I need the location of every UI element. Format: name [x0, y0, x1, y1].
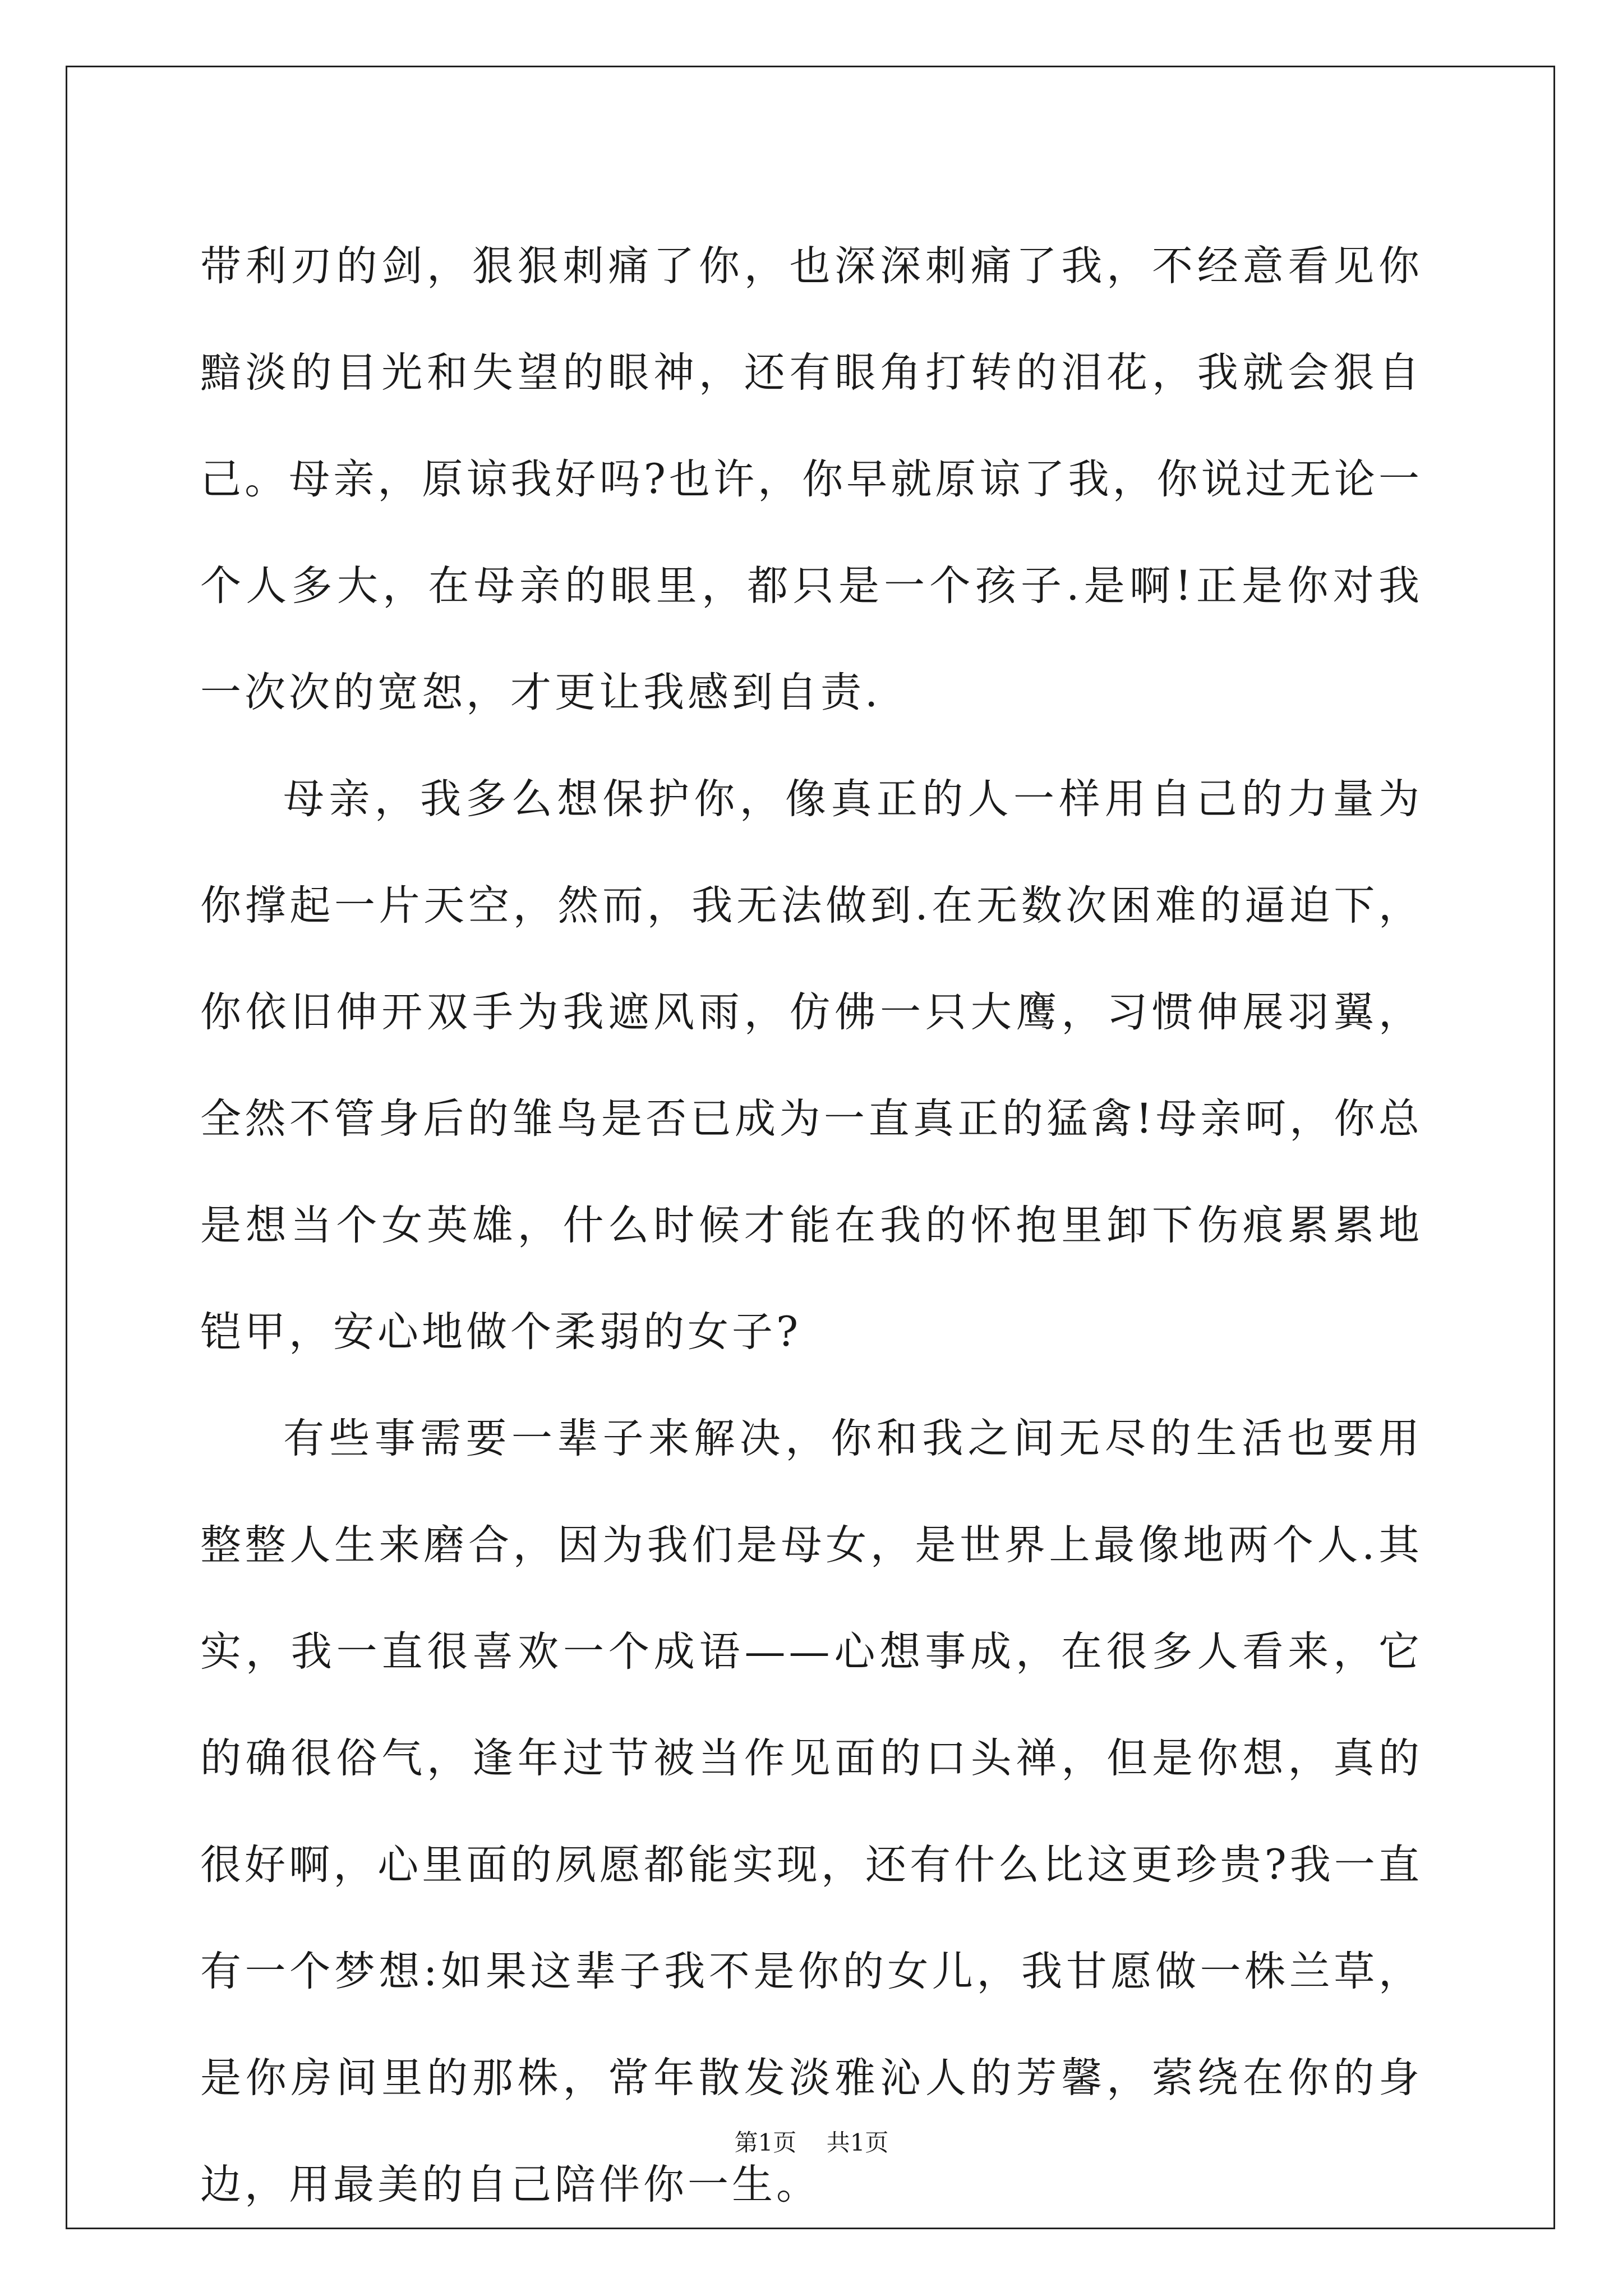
- page-footer: [0, 2126, 1623, 2160]
- paragraph-1: 带利刃的剑，狠狠刺痛了你，也深深刺痛了我，不经意看见你黯淡的目光和失望的眼神，还有眼角打转的泪花，我就会狠自己。母亲，原谅我好吗?也许，你早就原谅了我，你说过无论一个人多大，在母亲的眼里，都只是一个孩子.是啊!正是你对我一次次的宽恕，才更让我感到自责.: [200, 242, 1423, 716]
- page-number: 第1页: [734, 2129, 797, 2156]
- document-body: [200, 213, 1423, 2238]
- paragraph-3: 有些事需要一辈子来解决，你和我之间无尽的生活也要用整整人生来磨合，因为我们是母女，是世界上最像地两个人.其实，我一直很喜欢一个成语——心想事成，在很多人看来，它的确很俗气，逢年过节被当作见面的口头禅，但是你想，真的很好啊，心里面的夙愿都能实现，还有什么比这更珍贵?我一直有一个梦想:如果这辈子我不是你的女儿，我甘愿做一株兰草，是你房间里的那株，常年散发淡雅沁人的芳馨，萦绕在你的身边，用最美的自己陪伴你一生。: [200, 1415, 1423, 2208]
- paragraph-2: 母亲，我多么想保护你，像真正的人一样用自己的力量为你撑起一片天空，然而，我无法做到.在无数次困难的逼迫下，你依旧伸开双手为我遮风雨，仿佛一只大鹰，习惯伸展羽翼，全然不管身后的雏鸟是否已成为一直真正的猛禽!母亲呵，你总是想当个女英雄，什么时候才能在我的怀抱里卸下伤痕累累地铠甲，安心地做个柔弱的女子?: [200, 775, 1423, 1356]
- page-total: 共1页: [826, 2129, 889, 2156]
- footer-gap: [796, 2129, 826, 2156]
